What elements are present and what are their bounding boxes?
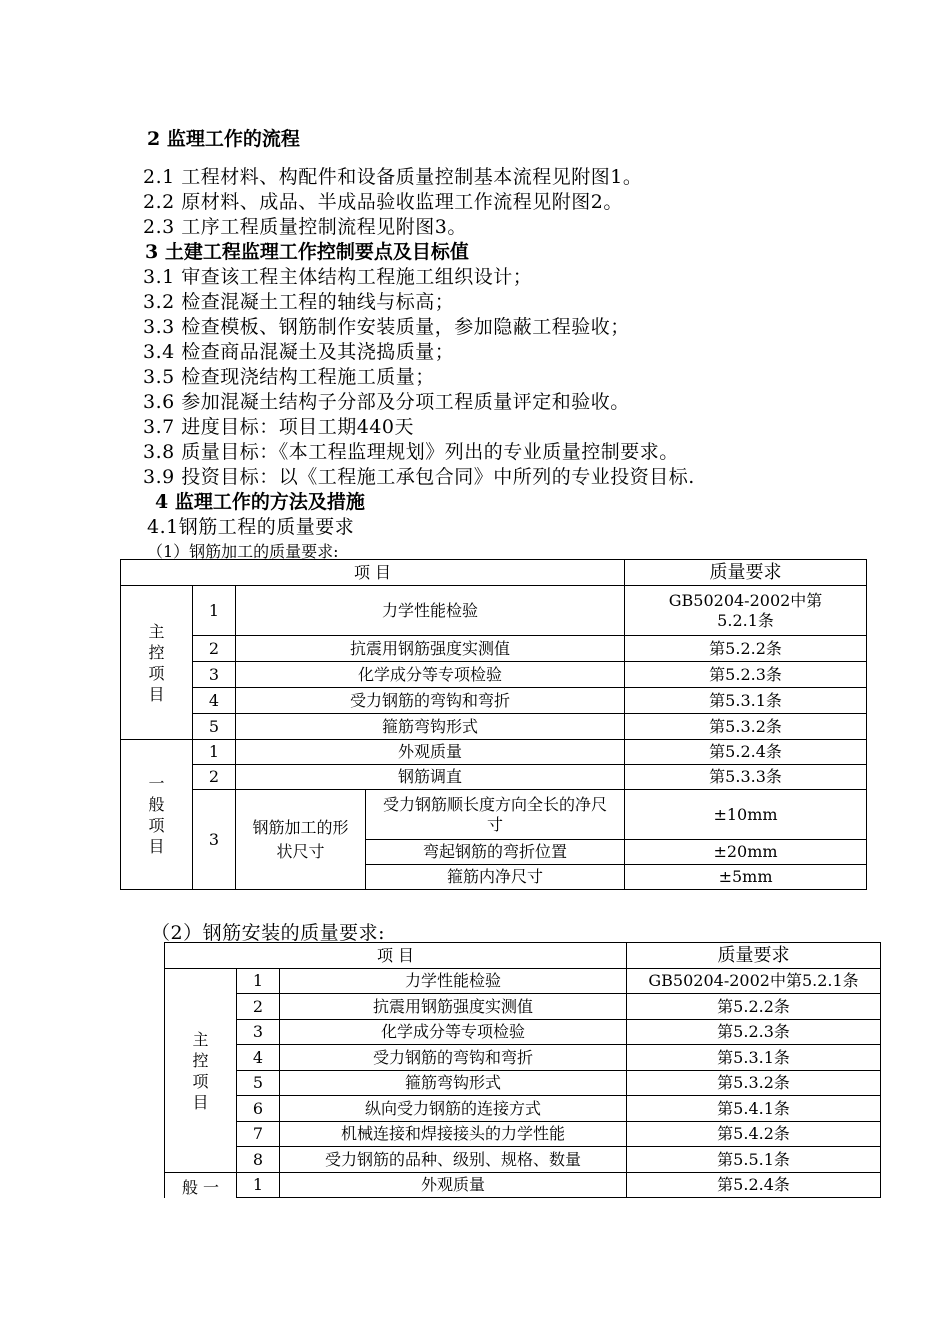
row-item: 外观质量	[236, 740, 625, 765]
section-3-item: 3.1 审查该工程主体结构工程施工组织设计；	[143, 266, 533, 288]
row-requirement: 第5.2.2条	[627, 994, 881, 1020]
row-item: 化学成分等专项检验	[280, 1020, 627, 1045]
row-item: 受力钢筋的弯钩和弯折	[236, 688, 625, 714]
section-3-item: 3.4 检查商品混凝土及其浇捣质量；	[143, 341, 455, 363]
row-item: 力学性能检验	[236, 586, 625, 636]
row-item: 受力钢筋的弯钩和弯折	[280, 1045, 627, 1071]
table-header-requirement: 质量要求	[627, 943, 881, 969]
table-header-item: 项 目	[165, 943, 627, 969]
row-item: 力学性能检验	[280, 969, 627, 994]
row-requirement: 第5.2.2条	[625, 636, 867, 662]
section-2-item: 2.1 工程材料、构配件和设备质量控制基本流程见附图1。	[143, 166, 643, 188]
row-item: 箍筋内净尺寸	[366, 865, 625, 890]
row-item: 弯起钢筋的弯折位置	[366, 840, 625, 865]
shape-size-label: 钢筋加工的形状尺寸	[236, 790, 366, 890]
row-number: 3	[193, 662, 236, 688]
row-requirement: 第5.5.1条	[627, 1147, 881, 1173]
row-requirement: 第5.2.3条	[627, 1020, 881, 1045]
row-number: 3	[193, 790, 236, 890]
row-item: 钢筋调直	[236, 765, 625, 790]
row-number: 7	[237, 1122, 280, 1147]
row-requirement: 第5.3.1条	[625, 688, 867, 714]
row-number: 1	[193, 740, 236, 765]
section-3-title: 3 土建工程监理工作控制要点及目标值	[145, 241, 469, 263]
row-requirement: 第5.4.2条	[627, 1122, 881, 1147]
row-item: 受力钢筋顺长度方向全长的净尺寸	[366, 790, 625, 840]
row-item: 抗震用钢筋强度实测值	[236, 636, 625, 662]
row-item: 受力钢筋的品种、级别、规格、数量	[280, 1147, 627, 1173]
row-number: 4	[193, 688, 236, 714]
row-requirement: 第5.3.1条	[627, 1045, 881, 1071]
row-requirement: 第5.3.2条	[627, 1071, 881, 1096]
row-number: 2	[237, 994, 280, 1020]
group-main-control: 主控项目	[165, 969, 237, 1173]
row-item: 抗震用钢筋强度实测值	[280, 994, 627, 1020]
row-number: 6	[237, 1096, 280, 1122]
row-requirement: ±20mm	[625, 840, 867, 865]
row-requirement: 第5.2.4条	[627, 1173, 881, 1198]
row-requirement: 第5.2.4条	[625, 740, 867, 765]
section-4-title: 4 监理工作的方法及措施	[155, 491, 365, 513]
row-requirement: 第5.3.2条	[625, 714, 867, 740]
rebar-processing-table	[120, 559, 867, 890]
row-requirement: 第5.4.1条	[627, 1096, 881, 1122]
row-number: 3	[237, 1020, 280, 1045]
row-requirement: 第5.3.3条	[625, 765, 867, 790]
row-requirement: ±10mm	[625, 790, 867, 840]
section-3-item: 3.8 质量目标：《本工程监理规划》列出的专业质量控制要求。	[143, 441, 679, 463]
row-item: 纵向受力钢筋的连接方式	[280, 1096, 627, 1122]
row-item: 化学成分等专项检验	[236, 662, 625, 688]
row-item: 外观质量	[280, 1173, 627, 1198]
row-requirement: GB50204-2002中第5.2.1条	[625, 586, 867, 636]
row-number: 1	[237, 969, 280, 994]
table-header-item: 项 目	[121, 560, 625, 586]
row-requirement: GB50204-2002中第5.2.1条	[627, 969, 881, 994]
row-number: 2	[193, 765, 236, 790]
section-3-item: 3.5 检查现浇结构工程施工质量；	[143, 366, 435, 388]
group-main-control: 主控项目	[121, 586, 193, 740]
row-number: 5	[237, 1071, 280, 1096]
row-number: 2	[193, 636, 236, 662]
row-requirement: 第5.2.3条	[625, 662, 867, 688]
rebar-installation-table	[164, 942, 881, 1198]
row-item: 箍筋弯钩形式	[280, 1071, 627, 1096]
table-2-caption: （2）钢筋安装的质量要求:	[151, 922, 385, 944]
group-general: 一般项目	[121, 740, 193, 890]
table-1-caption: （1）钢筋加工的质量要求:	[147, 542, 339, 561]
row-number: 1	[237, 1173, 280, 1198]
section-3-item: 3.7 进度目标：项目工期440天	[143, 416, 415, 438]
row-number: 4	[237, 1045, 280, 1071]
section-3-item: 3.6 参加混凝土结构子分部及分项工程质量评定和验收。	[143, 391, 630, 413]
section-2-title: 2 监理工作的流程	[147, 128, 300, 150]
section-3-item: 3.9 投资目标：以《工程施工承包合同》中所列的专业投资目标.	[143, 466, 695, 488]
row-number: 5	[193, 714, 236, 740]
section-2-item: 2.3 工序工程质量控制流程见附图3。	[143, 216, 467, 238]
section-3-item: 3.3 检查模板、钢筋制作安装质量，参加隐蔽工程验收；	[143, 316, 630, 338]
row-item: 机械连接和焊接接头的力学性能	[280, 1122, 627, 1147]
row-requirement: ±5mm	[625, 865, 867, 890]
section-3-item: 3.2 检查混凝土工程的轴线与标高；	[143, 291, 455, 313]
row-number: 1	[193, 586, 236, 636]
table-header-requirement: 质量要求	[625, 560, 867, 586]
section-4-1-title: 4.1钢筋工程的质量要求	[147, 516, 355, 538]
row-item: 箍筋弯钩形式	[236, 714, 625, 740]
row-number: 8	[237, 1147, 280, 1173]
section-2-item: 2.2 原材料、成品、半成品验收监理工作流程见附图2。	[143, 191, 623, 213]
group-general: 般 一	[165, 1173, 237, 1198]
